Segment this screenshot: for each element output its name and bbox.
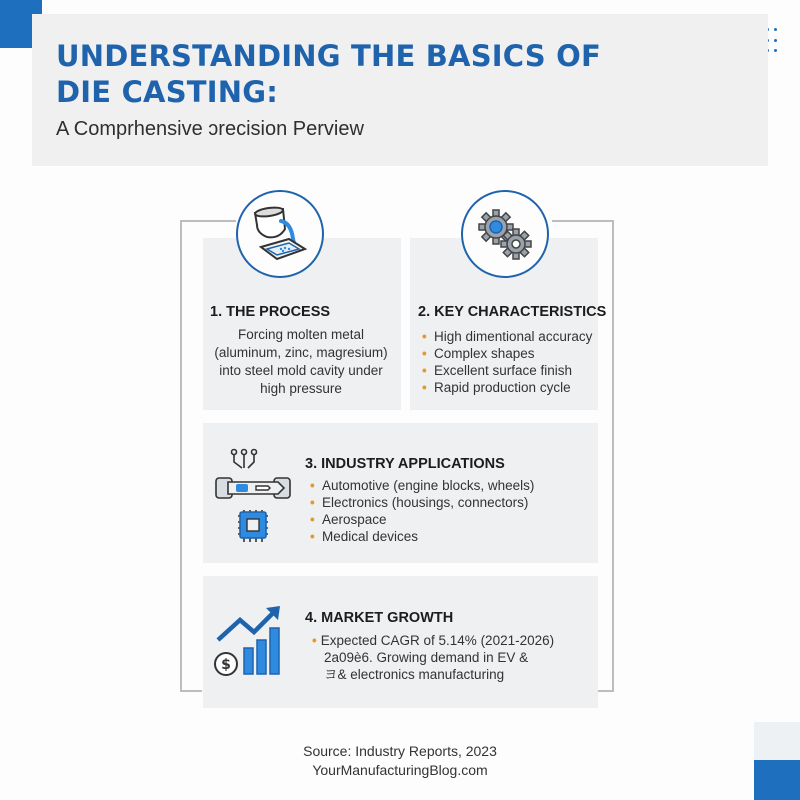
svg-text:$: $: [221, 657, 231, 673]
process-title: 1. THE PROCESS: [210, 304, 331, 320]
gears-icon: [470, 199, 540, 269]
title-line-1: UNDERSTANDING THE BASICS OF: [56, 39, 602, 73]
list-item: • Medical devices: [310, 528, 534, 545]
ladle-pouring-mold-icon: [245, 199, 315, 269]
characteristics-icon-badge: [461, 190, 549, 278]
frame-line-bottom-right: [598, 690, 614, 692]
growth-line-1: [312, 632, 554, 649]
growth-line-3: ヨ& electronics manufacturing: [324, 667, 505, 682]
process-body-line: Forcing molten metal: [237, 327, 365, 342]
growth-line-2: 2a09è6. Growing demand in EV &: [324, 650, 529, 665]
process-icon-badge: [236, 190, 324, 278]
frame-line-bottom-left: [180, 690, 202, 692]
list-item: • High dimentional accuracy: [422, 328, 592, 345]
frame-line-right: [612, 220, 614, 692]
frame-line-left: [180, 220, 182, 692]
list-item: • Rapid production cycle: [422, 379, 592, 396]
process-body-line: into steel mold cavity under: [219, 363, 383, 378]
list-item: • Automotive (engine blocks, wheels): [310, 477, 534, 494]
characteristics-title: 2. KEY CHARACTERISTICS: [418, 304, 607, 320]
footer-site: YourManufacturingBlog.com: [312, 762, 488, 778]
list-item: • Complex shapes: [422, 345, 592, 362]
frame-line-top-left: [180, 220, 236, 222]
process-body-line: high pressure: [260, 381, 342, 396]
car-chip-icon: [212, 448, 296, 548]
process-body-line: (aluminum, zinc, magresium): [214, 345, 388, 360]
growth-title: 4. MARKET GROWTH: [305, 610, 454, 626]
page-title: [56, 38, 601, 110]
title-line-2: DIE CASTING:: [56, 75, 279, 109]
characteristics-list: [422, 328, 592, 396]
frame-line-top-right: [552, 220, 614, 222]
bullet-dot: •: [312, 633, 317, 648]
dollar-growth-chart-icon: [212, 604, 296, 680]
applications-title: 3. INDUSTRY APPLICATIONS: [305, 456, 505, 472]
list-item: • Electronics (housings, connectors): [310, 494, 534, 511]
applications-list: [310, 477, 534, 545]
list-item: • Aerospace: [310, 511, 534, 528]
process-body: [203, 326, 399, 398]
footer-source: Source: Industry Reports, 2023: [303, 743, 497, 759]
list-item: • Excellent surface finish: [422, 362, 592, 379]
growth-cagr: Expected CAGR of 5.14% (2021-2026): [320, 633, 555, 648]
page-subtitle: A Comprhensive ɔrecision Perview: [56, 118, 364, 140]
